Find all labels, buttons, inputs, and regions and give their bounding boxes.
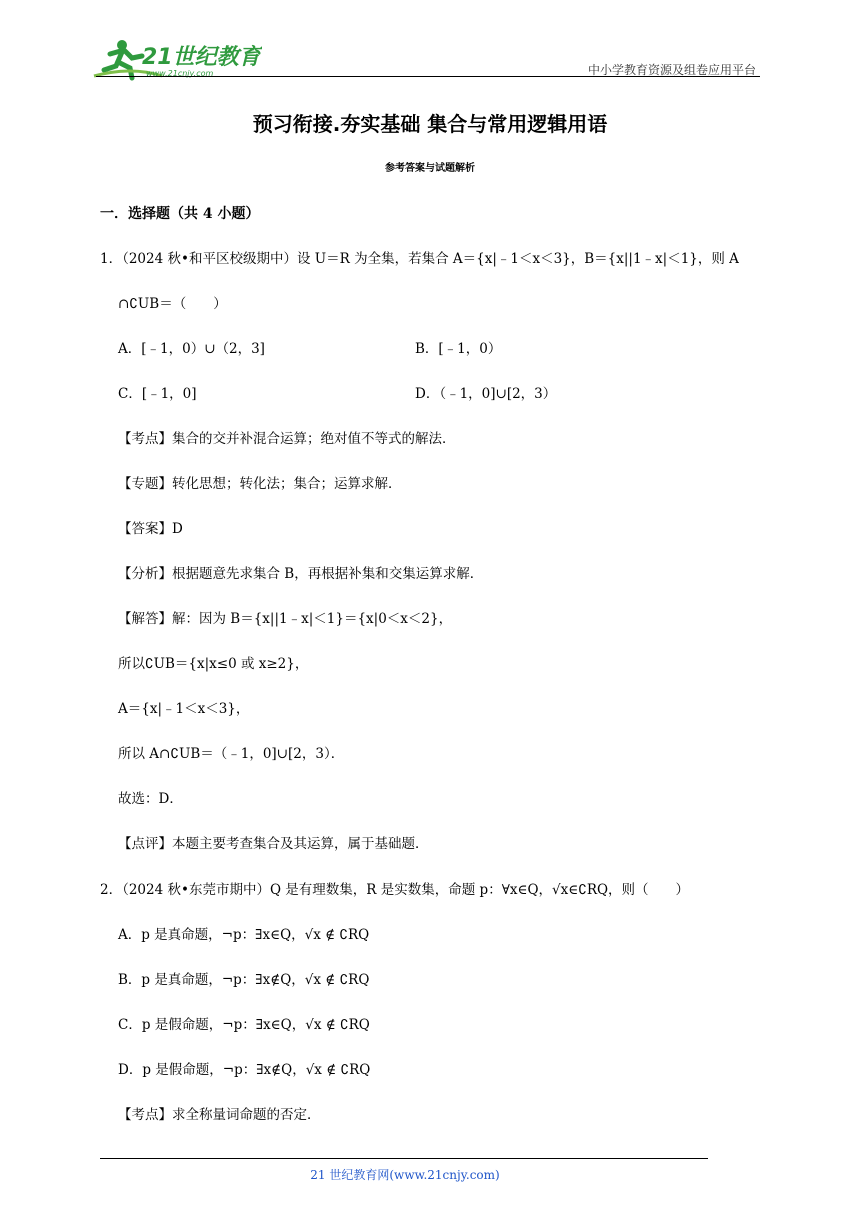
page-subtitle: 参考答案与试题解析 [385, 163, 475, 174]
q1-jieda: 【解答】解：因为 B＝{x||1﹣x|＜1}＝{x|0＜x＜2}， [118, 611, 453, 627]
q2-option-b: B．p 是真命题，¬p：∃x∉Q，√x ∉ ∁RQ [118, 972, 370, 988]
q1-option-c: C．[﹣1，0] [118, 386, 197, 402]
q2-option-d: D．p 是假命题，¬p：∃x∉Q，√x ∉ ∁RQ [118, 1062, 371, 1078]
q2-kaodian: 【考点】求全称量词命题的否定． [118, 1107, 321, 1123]
q1-option-a: A．[﹣1，0）∪（2，3] [118, 341, 265, 357]
q1-option-d: D．（﹣1，0]∪[2，3） [415, 386, 557, 402]
q1-stem-line2: ∩∁UB＝（ ） [118, 296, 227, 312]
footer-link[interactable]: 21 世纪教育网(www.21cnjy.com) [310, 1168, 500, 1182]
footer-divider [100, 1158, 708, 1159]
logo-url: www.21cnjy.com [146, 69, 214, 78]
q2-option-a: A．p 是真命题，¬p：∃x∈Q，√x ∉ ∁RQ [118, 927, 370, 943]
q1-conclusion: 故选：D． [118, 791, 183, 807]
q1-answer: 【答案】D [118, 521, 183, 537]
q1-stem-line1: 1．（2024 秋•和平区校级期中）设 U＝R 为全集，若集合 A＝{x|﹣1＜x＜3}，B＝{x||1﹣x|＜1}，则 A [100, 251, 739, 267]
q1-dianping: 【点评】本题主要考查集合及其运算，属于基础题． [118, 836, 429, 852]
q1-option-b: B．[﹣1，0） [415, 341, 502, 357]
logo-text: 21世纪教育 [142, 45, 261, 70]
page-title: 预习衔接.夯实基础 集合与常用逻辑用语 [252, 112, 608, 136]
q2-option-c: C．p 是假命题，¬p：∃x∈Q，√x ∉ ∁RQ [118, 1017, 370, 1033]
header-platform-name: 中小学教育资源及组卷应用平台 [587, 63, 756, 77]
q2-stem: 2．（2024 秋•东莞市期中）Q 是有理数集，R 是实数集，命题 p：∀x∈Q，√x∈∁RQ，则（ ） [100, 882, 690, 898]
section-heading: 一．选择题（共 4 小题） [100, 206, 260, 222]
q1-kaodian: 【考点】集合的交并补混合运算；绝对值不等式的解法． [118, 431, 456, 447]
q1-step3: 所以 A∩∁UB＝（﹣1，0]∪[2，3）． [118, 746, 345, 762]
q1-step1: 所以∁UB＝{x|x≤0 或 x≥2}， [118, 656, 309, 672]
q1-fenxi: 【分析】根据题意先求集合 B，再根据补集和交集运算求解． [118, 566, 484, 582]
header-divider [96, 76, 760, 77]
q1-step2: A＝{x|﹣1＜x＜3}， [118, 701, 250, 717]
q1-zhuanti: 【专题】转化思想；转化法；集合；运算求解． [118, 476, 402, 492]
